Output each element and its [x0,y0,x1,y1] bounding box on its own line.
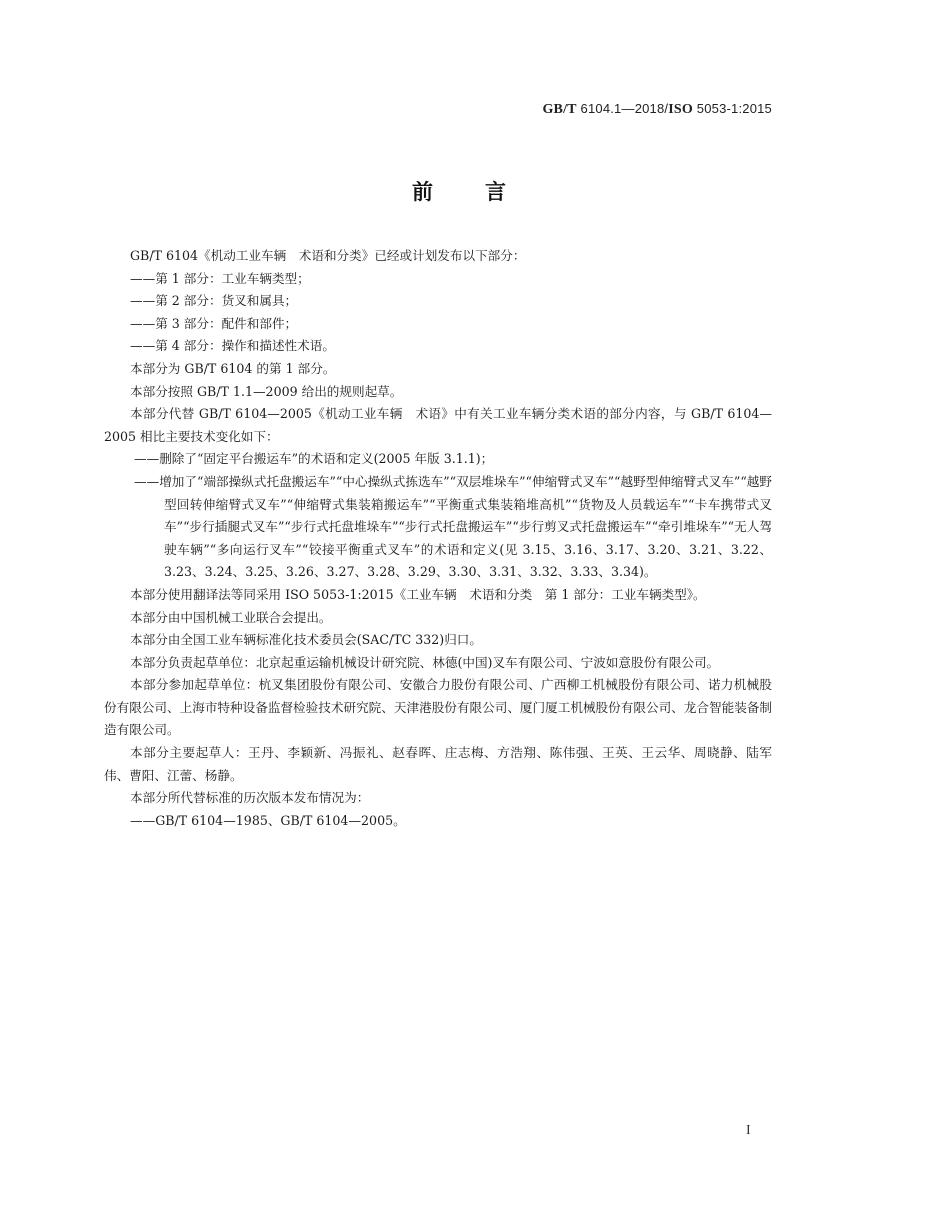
list-item-history: ——GB/T 6104—1985、GB/T 6104—2005。 [130,812,406,828]
paragraph-intro: GB/T 6104《机动工业车辆 术语和分类》已经或计划发布以下部分： [130,248,526,263]
paragraph-part-statement: 本部分为 GB/T 6104 的第 1 部分。 [130,360,336,376]
std-code-gb: 6104.1—2018/ [576,101,669,116]
paragraph-participating-orgs: 本部分参加起草单位：杭叉集团股份有限公司、安徽合力股份有限公司、广西柳工机械股份有限公司、诺力机械股份有限公司、上海市特种设备监督检验技术研究院、天津港股份有限公司、厦门厦工机械股份有限公司、龙合智能装备制造有限公司。 [104,677,772,738]
list-item-part1: ——第 1 部分：工业车辆类型； [130,270,310,286]
std-code-iso: 5053-1:2015 [692,101,772,116]
list-item-part3: ——第 3 部分：配件和部件； [130,315,298,331]
foreword-body [104,245,772,832]
paragraph-history-intro: 本部分所代替标准的历次版本发布情况为： [130,790,370,806]
paragraph-committee: 本部分由全国工业车辆标准化技术委员会(SAC/TC 332)归口。 [130,632,482,648]
list-item-added: ——增加了“端部操纵式托盘搬运车”“中心操纵式拣选车”“双层堆垛车”“伸缩臂式叉车”“越野型伸缩臂式叉车”“越野型回转伸缩臂式叉车”“伸缩臂式集装箱搬运车”“平衡重式集装箱堆高机”“货物及人员载运车”“卡车携带式叉车”“步行插腿式叉车”“步行式托盘堆垛车”“步行式托盘搬运车”“步行剪叉式托盘搬运车”“牵引堆垛车”“无人驾驶车辆”“多向运行叉车”“铰接平衡重式叉车”的术语和定义(见 3.15、3.16、3.17、3.20、3.21、3.22、3.23、3.24、3.25、3.26、3.27、3.28、3.29、3.30、3.31、3.32、3.33、3.34)。 [134,473,772,580]
page-number: I [746,1123,751,1138]
paragraph-translation: 本部分使用翻译法等同采用 ISO 5053-1:2015《工业车辆 术语和分类 第 1 部分：工业车辆类型》。 [130,586,706,602]
paragraph-proposer: 本部分由中国机械工业联合会提出。 [130,609,332,625]
standard-code-header [542,101,772,118]
list-item-part4: ——第 4 部分：操作和描述性术语。 [130,338,335,354]
page-title: 前言 [412,180,558,204]
list-item-part2: ——第 2 部分：货叉和属具； [130,293,298,309]
std-prefix-iso: ISO [668,102,693,117]
paragraph-drafting-rules: 本部分按照 GB/T 1.1—2009 给出的规则起草。 [130,383,403,399]
std-prefix-gb: GB/T [542,102,577,117]
paragraph-drafters: 本部分主要起草人：王丹、李颖新、冯振礼、赵春晖、庄志梅、方浩翔、陈伟强、王英、王云华、周晓静、陆军伟、曹阳、江蕾、杨静。 [104,745,772,783]
paragraph-lead-drafters-org: 本部分负责起草单位：北京起重运输机械设计研究院、林德(中国)叉车有限公司、宁波如意股份有限公司。 [130,654,720,670]
paragraph-replacement: 本部分代替 GB/T 6104—2005《机动工业车辆 术语》中有关工业车辆分类术语的部分内容，与 GB/T 6104—2005 相比主要技术变化如下： [104,406,772,444]
list-item-deleted: ——删除了“固定平台搬运车”的术语和定义(2005 年版 3.1.1)； [134,451,494,467]
